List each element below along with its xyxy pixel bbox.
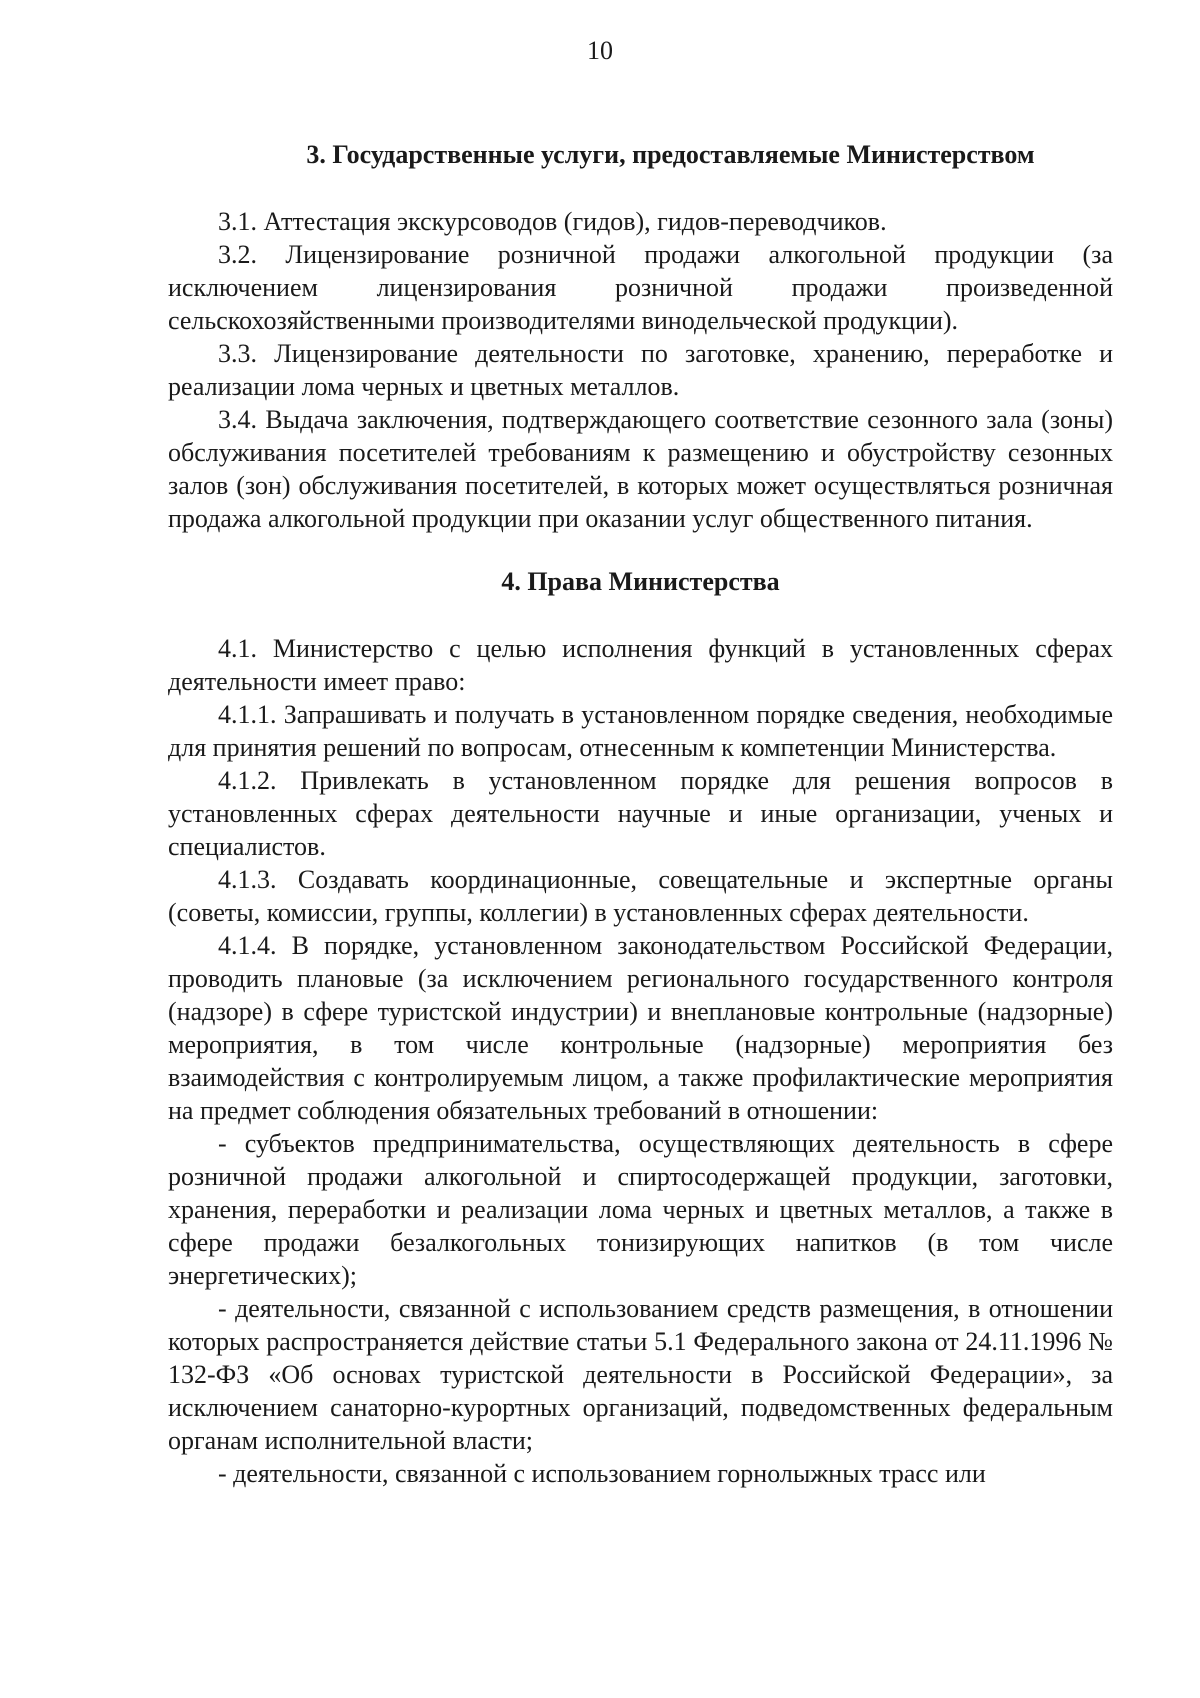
list-item-ski-slopes: - деятельности, связанной с использованием горнолыжных трасс или (218, 1459, 986, 1488)
clause-4-1: 4.1. Министерство с целью исполнения функций в установленных сферах деятельности имеет право: (168, 634, 1113, 696)
clause-4-1-3: 4.1.3. Создавать координационные, совещательные и экспертные органы (советы, комиссии, группы, коллегии) в установленных сферах деятельности. (168, 865, 1113, 927)
page-number: 10 (587, 36, 613, 65)
document-body (168, 138, 1113, 1490)
clause-3-4: 3.4. Выдача заключения, подтверждающего соответствие сезонного зала (зоны) обслуживания посетителей требованиям к размещению и обустройству сезонных залов (зон) обслуживания посетителей, в которых может осуществляться розничная продажа алкогольной продукции при оказании услуг общественного питания. (168, 405, 1113, 533)
section-3-heading: 3. Государственные услуги, предоставляемые Министерством (306, 140, 1035, 169)
clause-3-3: 3.3. Лицензирование деятельности по заготовке, хранению, переработке и реализации лома черных и цветных металлов. (168, 339, 1113, 401)
section-4-heading: 4. Права Министерства (501, 567, 780, 596)
clause-3-1: 3.1. Аттестация экскурсоводов (гидов), гидов-переводчиков. (218, 207, 887, 236)
clause-4-1-4: 4.1.4. В порядке, установленном законодательством Российской Федерации, проводить плановые (за исключением регионального государственного контроля (надзоре) в сфере туристской индустрии) и внеплановые контрольные (надзорные) мероприятия, в том числе контрольные (надзорные) мероприятия без взаимодействия с контролируемым лицом, а также профилактические мероприятия на предмет соблюдения обязательных требований в отношении: (168, 931, 1113, 1125)
list-item-entrepreneurs: - субъектов предпринимательства, осуществляющих деятельность в сфере розничной продажи алкогольной и спиртосодержащей продукции, заготовки, хранения, переработки и реализации лома черных и цветных металлов, а также в сфере продажи безалкогольных тонизирующих напитков (в том числе энергетических); (168, 1129, 1113, 1290)
clause-4-1-1: 4.1.1. Запрашивать и получать в установленном порядке сведения, необходимые для принятия решений по вопросам, отнесенным к компетенции Министерства. (168, 700, 1113, 762)
clause-3-2: 3.2. Лицензирование розничной продажи алкогольной продукции (за исключением лицензирования розничной продажи произведенной сельскохозяйственными производителями винодельческой продукции). (168, 240, 1113, 335)
list-item-accommodation: - деятельности, связанной с использованием средств размещения, в отношении которых распространяется действие статьи 5.1 Федерального закона от 24.11.1996 № 132-ФЗ «Об основах туристской деятельности в Российской Федерации», за исключением санаторно-курортных организаций, подведомственных федеральным органам исполнительной власти; (168, 1294, 1113, 1455)
clause-4-1-2: 4.1.2. Привлекать в установленном порядке для решения вопросов в установленных сферах деятельности научные и иные организации, ученых и специалистов. (168, 766, 1113, 861)
